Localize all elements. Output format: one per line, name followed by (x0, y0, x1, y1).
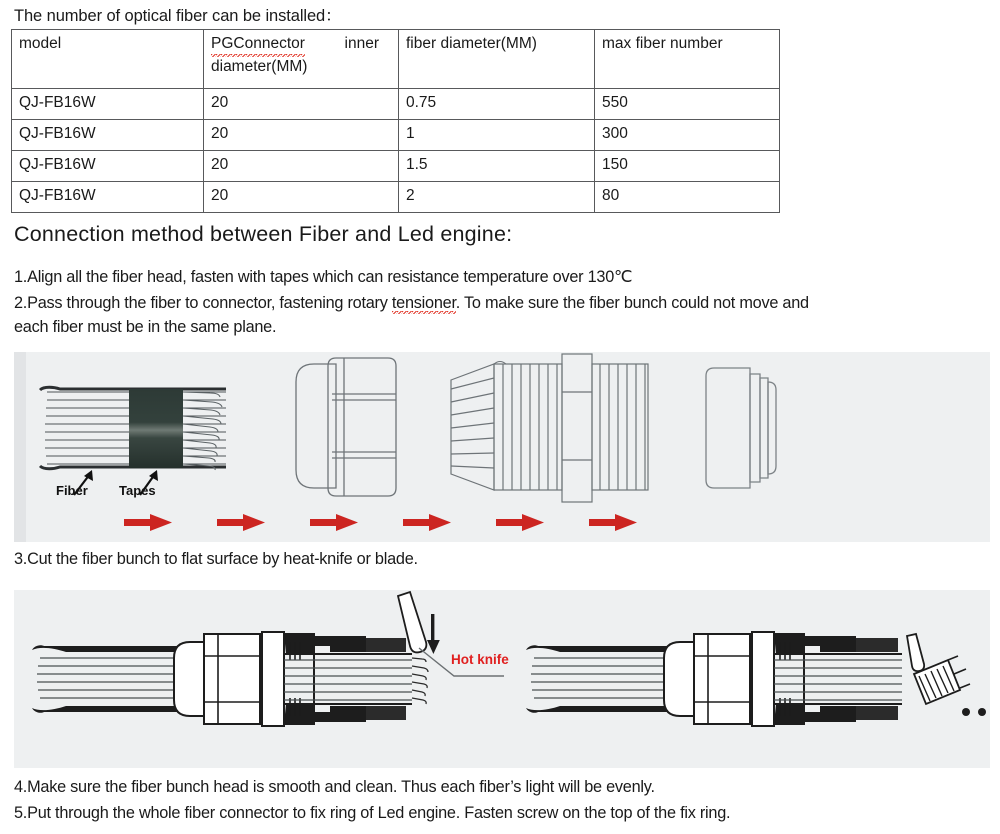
cell-model: QJ-FB16W (12, 182, 204, 213)
figure-1-label-tapes: Tapes (119, 483, 156, 498)
cell-max-fiber-number: 300 (595, 120, 780, 151)
column-header-line2: diameter(MM) (211, 57, 308, 75)
step-2-text (14, 292, 994, 339)
misspelled-pgconnector: PGConnector (211, 34, 305, 57)
column-header-fiber-diameter: fiber diameter(MM) (399, 30, 595, 89)
tape-band-icon (129, 389, 183, 468)
step-4-text: 4.Make sure the fiber bunch head is smooth and clean. Thus each fiber’s light will be evenly. (14, 778, 655, 796)
cell-inner-diameter: 20 (204, 182, 399, 213)
figure-2-illustration (14, 590, 990, 768)
misspelled-tensioner: tensioner (391, 294, 456, 312)
column-header-max-fiber-number: max fiber number (595, 30, 780, 89)
step-2-line-2: each fiber must be in the same plane. (14, 317, 277, 336)
table-row (12, 89, 780, 120)
figure-1-illustration (14, 352, 990, 542)
cell-model: QJ-FB16W (12, 89, 204, 120)
cell-max-fiber-number: 550 (595, 89, 780, 120)
figure-cutting-fiber-with-hot-knife (14, 590, 990, 768)
column-header-inner-word: inner (344, 35, 379, 52)
spec-table (11, 29, 780, 213)
table-header-row (12, 30, 780, 89)
section-heading: Connection method between Fiber and Led engine: (14, 222, 513, 246)
table-row (12, 120, 780, 151)
cell-inner-diameter: 20 (204, 120, 399, 151)
step-1-text: 1.Align all the fiber head, fasten with tapes which can resistance temperature over 130℃ (14, 268, 633, 286)
figure-2-label-hot-knife: Hot knife (451, 652, 509, 667)
column-header-model: model (12, 30, 204, 89)
step-5-text: 5.Put through the whole fiber connector to fix ring of Led engine. Fasten screw on the top of the fix ring. (14, 804, 731, 822)
step-3-text: 3.Cut the fiber bunch to flat surface by heat-knife or blade. (14, 550, 418, 568)
column-header-line1 (211, 34, 379, 57)
cell-max-fiber-number: 80 (595, 182, 780, 213)
figure-fiber-and-connector-parts (14, 352, 990, 542)
cell-fiber-diameter: 2 (399, 182, 595, 213)
table-row (12, 182, 780, 213)
cell-inner-diameter: 20 (204, 151, 399, 182)
column-header-inner-diameter (204, 30, 399, 89)
intro-text: The number of optical fiber can be installed： (14, 7, 342, 25)
cell-model: QJ-FB16W (12, 120, 204, 151)
cell-max-fiber-number: 150 (595, 151, 780, 182)
cell-fiber-diameter: 0.75 (399, 89, 595, 120)
cell-inner-diameter: 20 (204, 89, 399, 120)
cell-fiber-diameter: 1.5 (399, 151, 595, 182)
step-2-line-1: 2.Pass through the fiber to connector, fastening rotary tensioner. To make sure the fiber bunch could not move and (14, 294, 809, 312)
cell-model: QJ-FB16W (12, 151, 204, 182)
figure-1-label-fiber: Fiber (56, 483, 88, 498)
table-row (12, 151, 780, 182)
cell-fiber-diameter: 1 (399, 120, 595, 151)
